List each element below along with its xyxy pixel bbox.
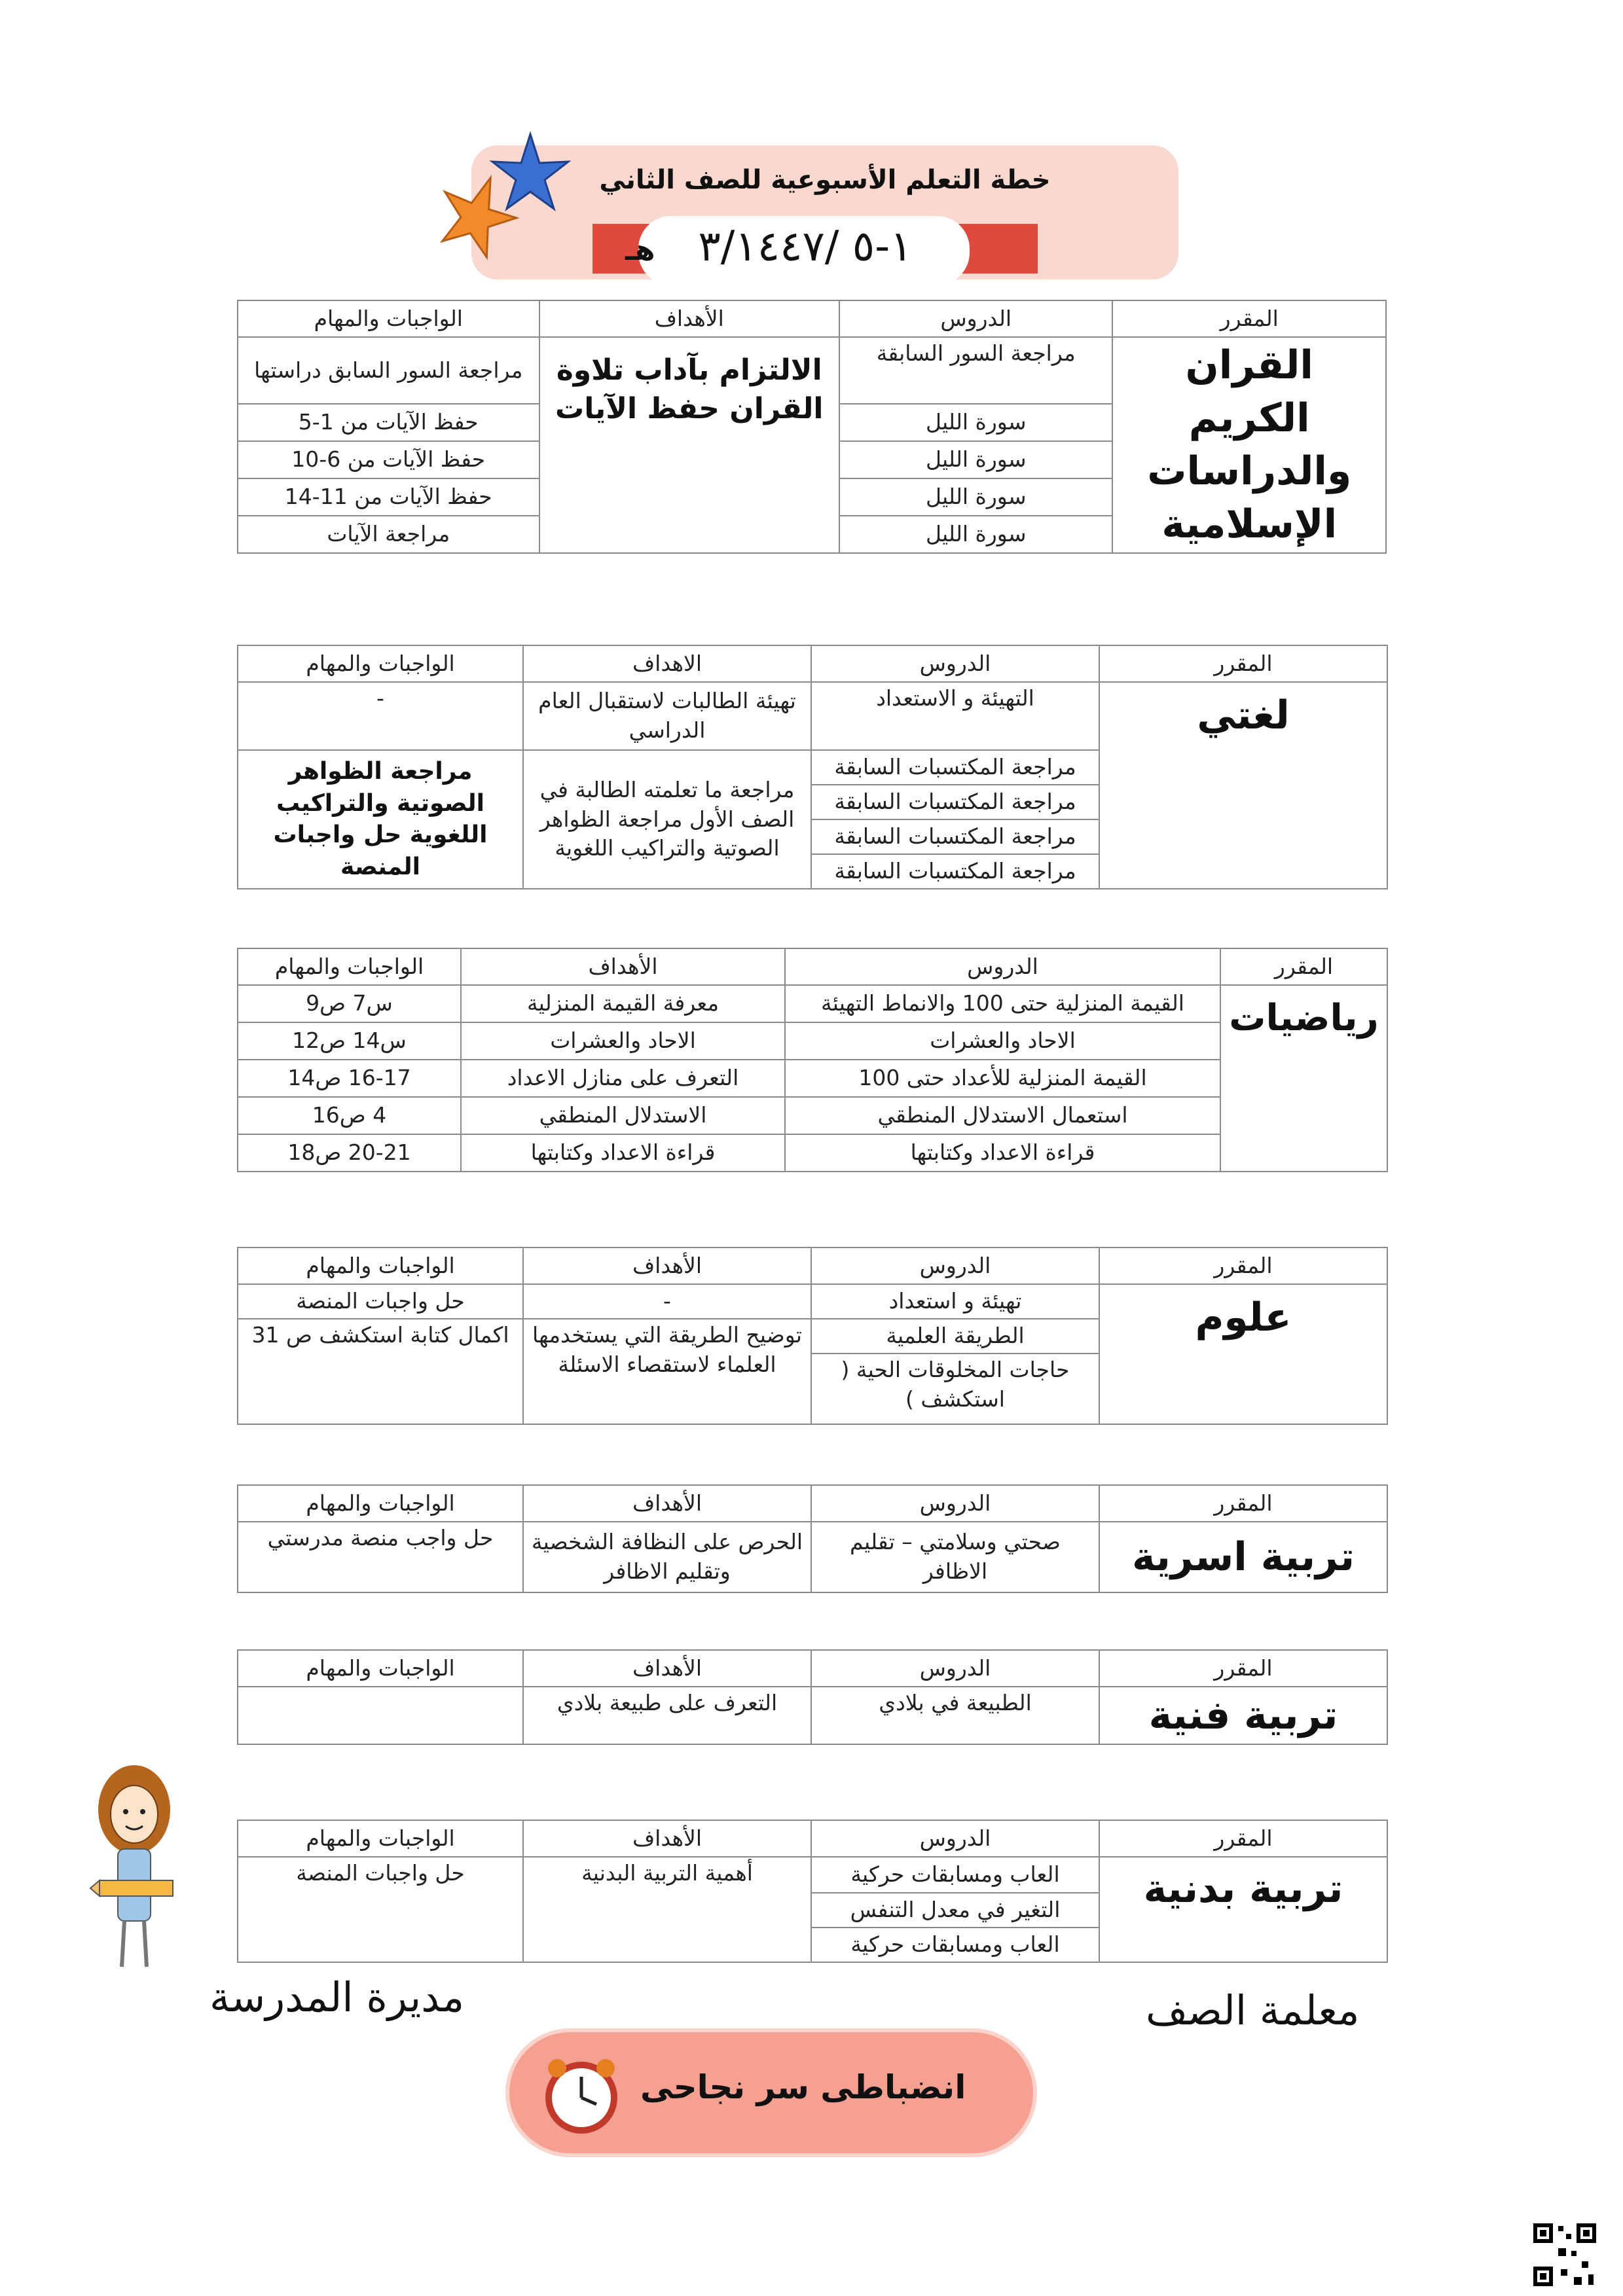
- goal-cell: توضيح الطريقة التي يستخدمها العلماء لاستقصاء الاسئلة: [523, 1319, 811, 1424]
- goal-cell: قراءة الاعداد وكتابتها: [461, 1134, 785, 1172]
- col-header-subject: المقرر: [1099, 1247, 1387, 1284]
- task-cell: 4 ص16: [238, 1097, 461, 1134]
- col-header-goals: الأهداف: [539, 300, 839, 337]
- col-header-lessons: الدروس: [811, 645, 1099, 682]
- subject-quran: القران الكريم والدراسات الإسلامية: [1112, 337, 1386, 553]
- task-cell: حل واجب منصة مدرستي: [238, 1522, 523, 1592]
- col-header-tasks: الواجبات والمهام: [238, 1485, 523, 1522]
- lesson-cell: القيمة المنزلية حتى 100 والانماط التهيئة: [785, 985, 1220, 1022]
- col-header-goals: الأهداف: [523, 1820, 811, 1857]
- starfish-icon: [432, 131, 583, 281]
- col-header-subject: المقرر: [1220, 948, 1387, 985]
- teacher-signature-label: معلمة الصف: [1146, 1986, 1360, 2034]
- task-cell: -: [238, 682, 523, 750]
- lesson-cell: التغير في معدل التنفس: [811, 1893, 1099, 1928]
- col-header-goals: الأهداف: [523, 1485, 811, 1522]
- task-cell: س7 ص9: [238, 985, 461, 1022]
- principal-signature-label: مديرة المدرسة: [210, 1973, 465, 2021]
- goal-cell: الاستدلال المنطقي: [461, 1097, 785, 1134]
- lesson-cell: حاجات المخلوقات الحية ( استكشف ): [811, 1354, 1099, 1424]
- subject-pe: تربية بدنية: [1099, 1857, 1387, 1962]
- task-cell: اكمال كتابة استكشف ص 31: [238, 1319, 523, 1424]
- lesson-cell: مراجعة المكتسبات السابقة: [811, 854, 1099, 889]
- subject-science: علوم: [1099, 1284, 1387, 1424]
- goal-cell: -: [523, 1284, 811, 1319]
- task-cell: مراجعة السور السابق دراستها: [238, 337, 539, 404]
- task-cell: س14 ص12: [238, 1022, 461, 1060]
- col-header-lessons: الدروس: [811, 1650, 1099, 1687]
- subject-math: رياضيات: [1220, 985, 1387, 1172]
- lesson-cell: الطبيعة في بلادي: [811, 1687, 1099, 1744]
- qr-code-icon: [1532, 2222, 1597, 2287]
- task-cell: حل واجبات المنصة: [238, 1857, 523, 1962]
- col-header-lessons: الدروس: [839, 300, 1113, 337]
- goal-cell: معرفة القيمة المنزلية: [461, 985, 785, 1022]
- goal-cell: مراجعة ما تعلمته الطالبة في الصف الأول مراجعة الظواهر الصوتية والتراكيب اللغوية: [523, 750, 811, 889]
- task-cell: حفظ الآيات من 1-5: [238, 404, 539, 441]
- goal-cell: تهيئة الطالبات لاستقبال العام الدراسي: [523, 682, 811, 750]
- goal-cell: التعرف على منازل الاعداد: [461, 1060, 785, 1097]
- table-quran: [237, 300, 1387, 554]
- col-header-goals: الاهداف: [523, 645, 811, 682]
- task-cell: حفظ الآيات من 11-14: [238, 478, 539, 516]
- lesson-cell: سورة الليل: [839, 441, 1113, 478]
- lesson-cell: مراجعة المكتسبات السابقة: [811, 750, 1099, 785]
- lesson-cell: سورة الليل: [839, 478, 1113, 516]
- col-header-goals: الأهداف: [523, 1247, 811, 1284]
- col-header-tasks: الواجبات والمهام: [238, 645, 523, 682]
- table-art: [237, 1649, 1388, 1745]
- motto-banner: [509, 2032, 1033, 2153]
- col-header-subject: المقرر: [1099, 1485, 1387, 1522]
- lesson-cell: مراجعة السور السابقة: [839, 337, 1113, 404]
- lesson-cell: قراءة الاعداد وكتابتها: [785, 1134, 1220, 1172]
- col-header-subject: المقرر: [1099, 1650, 1387, 1687]
- date-text: ١-٥ /٣/١٤٤٧: [698, 223, 913, 271]
- girl-pencil-icon: [85, 1761, 183, 1977]
- goal-cell: التعرف على طبيعة بلادي: [523, 1687, 811, 1744]
- col-header-subject: المقرر: [1112, 300, 1386, 337]
- motto-text: انضباطى سر نجاحى: [640, 2068, 966, 2106]
- lesson-cell: صحتي وسلامتي – تقليم الاظافر: [811, 1522, 1099, 1592]
- subject-family: تربية اسرية: [1099, 1522, 1387, 1592]
- col-header-goals: الأهداف: [523, 1650, 811, 1687]
- col-header-lessons: الدروس: [811, 1820, 1099, 1857]
- col-header-lessons: الدروس: [785, 948, 1220, 985]
- table-math: [237, 948, 1388, 1172]
- alarm-clock-icon: [539, 2052, 624, 2137]
- lesson-cell: تهيئة و استعداد: [811, 1284, 1099, 1319]
- plan-title: خطة التعلم الأسبوعية للصف الثاني: [599, 165, 1051, 195]
- goal-cell: أهمية التربية البدنية: [523, 1857, 811, 1962]
- hijri-mark: هـ: [625, 234, 655, 267]
- col-header-tasks: الواجبات والمهام: [238, 1247, 523, 1284]
- task-cell: مراجعة الآيات: [238, 516, 539, 553]
- col-header-tasks: الواجبات والمهام: [238, 300, 539, 337]
- lesson-cell: العاب ومسابقات حركية: [811, 1857, 1099, 1893]
- col-header-lessons: الدروس: [811, 1485, 1099, 1522]
- col-header-goals: الأهداف: [461, 948, 785, 985]
- subject-art: تربية فنية: [1099, 1687, 1387, 1744]
- table-family: [237, 1484, 1388, 1593]
- col-header-lessons: الدروس: [811, 1247, 1099, 1284]
- task-cell: مراجعة الظواهر الصوتية والتراكيب اللغوية حل واجبات المنصة: [238, 750, 523, 889]
- table-science: [237, 1247, 1388, 1425]
- lesson-cell: الطريقة العلمية: [811, 1319, 1099, 1354]
- task-cell: حل واجبات المنصة: [238, 1284, 523, 1319]
- task-cell: 20-21 ص18: [238, 1134, 461, 1172]
- col-header-tasks: الواجبات والمهام: [238, 948, 461, 985]
- col-header-tasks: الواجبات والمهام: [238, 1650, 523, 1687]
- lesson-cell: مراجعة المكتسبات السابقة: [811, 819, 1099, 854]
- col-header-subject: المقرر: [1099, 645, 1387, 682]
- lesson-cell: التهيئة و الاستعداد: [811, 682, 1099, 750]
- lesson-cell: سورة الليل: [839, 516, 1113, 553]
- lesson-cell: سورة الليل: [839, 404, 1113, 441]
- table-lughati: [237, 645, 1388, 889]
- task-cell: حفظ الآيات من 6-10: [238, 441, 539, 478]
- lesson-cell: القيمة المنزلية للأعداد حتى 100: [785, 1060, 1220, 1097]
- col-header-tasks: الواجبات والمهام: [238, 1820, 523, 1857]
- lesson-cell: الاحاد والعشرات: [785, 1022, 1220, 1060]
- goal-cell: الالتزام بآداب تلاوة القران حفظ الآيات: [539, 337, 839, 553]
- lesson-cell: مراجعة المكتسبات السابقة: [811, 785, 1099, 819]
- lesson-cell: استعمال الاستدلال المنطقي: [785, 1097, 1220, 1134]
- lesson-cell: العاب ومسابقات حركية: [811, 1928, 1099, 1962]
- goal-cell: الحرص على النظافة الشخصية وتقليم الاظافر: [523, 1522, 811, 1592]
- col-header-subject: المقرر: [1099, 1820, 1387, 1857]
- table-pe: [237, 1820, 1388, 1963]
- task-cell: 16-17 ص14: [238, 1060, 461, 1097]
- subject-lughati: لغتي: [1099, 682, 1387, 889]
- goal-cell: الاحاد والعشرات: [461, 1022, 785, 1060]
- task-cell: [238, 1687, 523, 1744]
